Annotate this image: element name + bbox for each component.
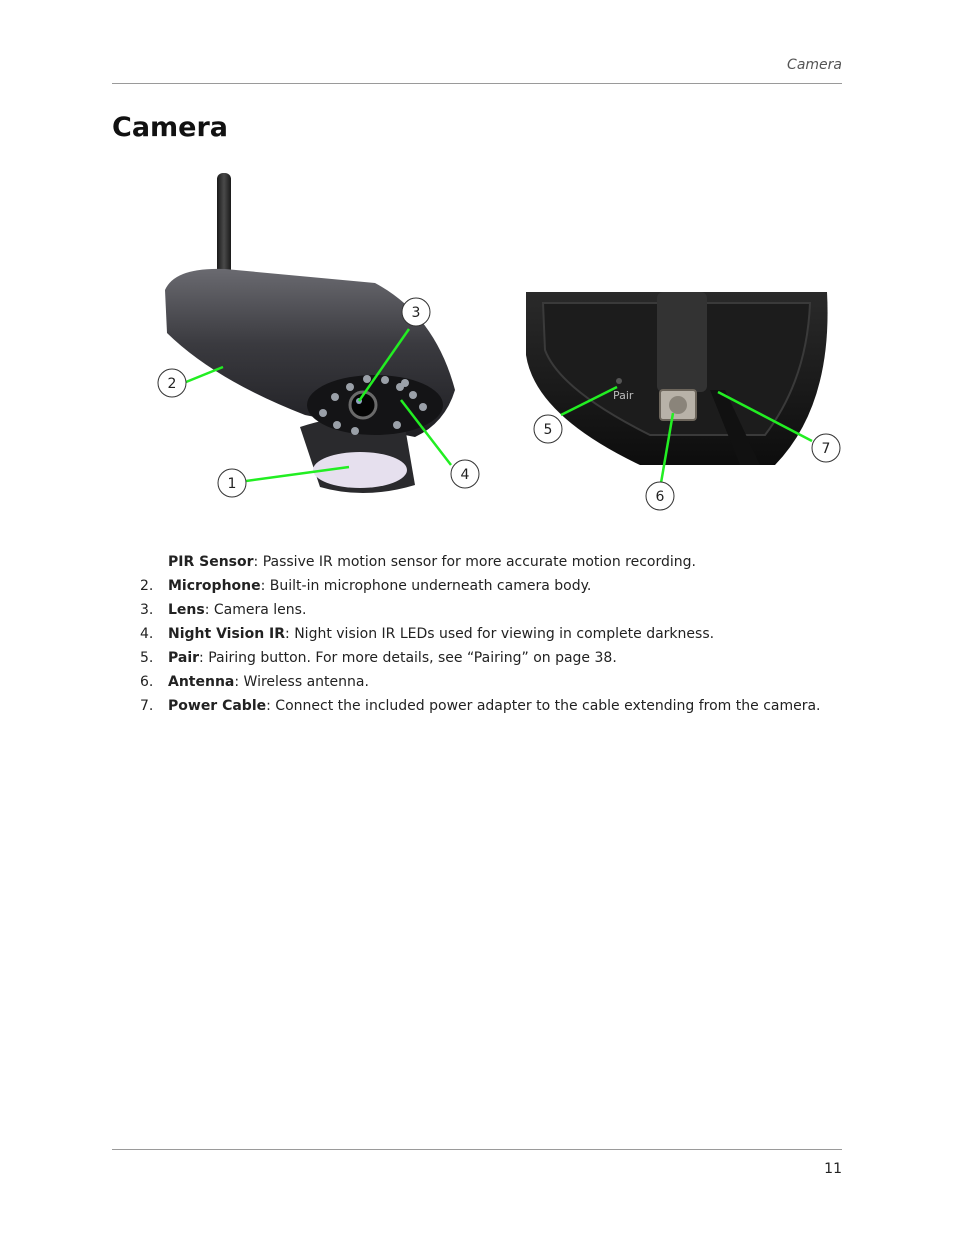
item-number: 2.	[140, 578, 154, 594]
page-title: Camera	[112, 112, 229, 143]
item-term: Night Vision IR	[168, 626, 286, 642]
camera-figure	[105, 165, 845, 535]
list-item	[140, 622, 821, 646]
antenna-base-shape	[657, 292, 707, 392]
callout-line-2	[186, 367, 223, 382]
item-description: : Connect the included power adapter to the cable extending from the camera.	[266, 698, 821, 714]
running-header: Camera	[787, 57, 842, 73]
item-term: Power Cable	[168, 698, 267, 714]
item-term: Lens	[168, 602, 205, 618]
item-number: 4.	[140, 626, 154, 642]
item-term: Microphone	[168, 578, 261, 594]
list-item	[140, 550, 821, 574]
callout-label-5: 5	[543, 422, 553, 438]
item-description: : Passive IR motion sensor for more accurate motion recording.	[253, 554, 696, 570]
callout-label-4: 4	[460, 467, 470, 483]
antenna-shape	[217, 173, 231, 285]
callout-label-3: 3	[411, 305, 421, 321]
component-list	[140, 550, 821, 718]
item-term: PIR Sensor	[168, 554, 254, 570]
callout-label-7: 7	[821, 441, 831, 457]
camera-underside-photo	[526, 292, 828, 465]
item-description: : Wireless antenna.	[234, 674, 369, 690]
item-description: : Night vision IR LEDs used for viewing in complete darkness.	[285, 626, 715, 642]
page-number: 11	[824, 1161, 842, 1177]
list-item	[140, 574, 821, 598]
item-description: : Camera lens.	[204, 602, 307, 618]
callout-label-2: 2	[167, 376, 177, 392]
pair-button-shape	[616, 378, 622, 384]
footer-rule	[112, 1149, 842, 1150]
header-rule	[112, 83, 842, 84]
item-description: : Built-in microphone underneath camera body.	[260, 578, 592, 594]
item-term: Antenna	[168, 674, 235, 690]
callout-label-6: 6	[655, 489, 665, 505]
item-number: 5.	[140, 650, 154, 666]
item-term: Pair	[168, 650, 200, 666]
callout-label-1: 1	[227, 476, 237, 492]
item-number: 6.	[140, 674, 154, 690]
list-item	[140, 598, 821, 622]
camera-front-photo	[165, 173, 455, 493]
list-item	[140, 670, 821, 694]
list-item	[140, 694, 821, 718]
pair-label-text: Pair	[613, 389, 634, 402]
camera-diagram	[105, 165, 845, 535]
item-number: 7.	[140, 698, 154, 714]
item-description: : Pairing button. For more details, see “Pairing” on page 38.	[199, 650, 617, 666]
list-item	[140, 646, 821, 670]
item-number: 3.	[140, 602, 154, 618]
